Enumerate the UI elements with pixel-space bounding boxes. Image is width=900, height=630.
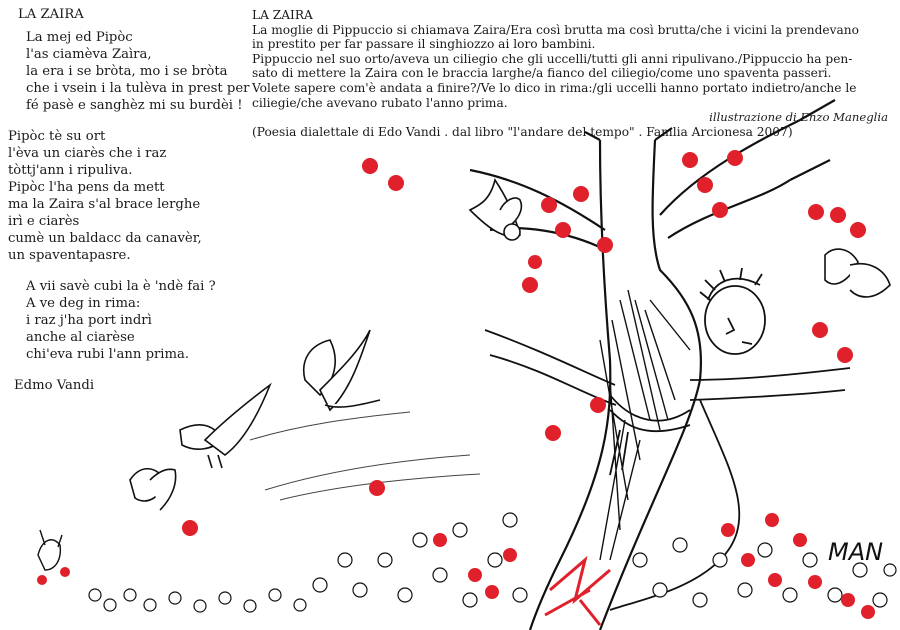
source-citation: (Poesia dialettale di Edo Vandi . dal libro "l'andare del tempo" . Famlia Arcionesa 2007) xyxy=(252,124,793,139)
poem-line: La mej ed Pipòc xyxy=(26,30,133,45)
poem-line: l'as ciamèva Zaìra, xyxy=(26,47,152,62)
poem-line: l'èva un ciarès che i raz xyxy=(8,146,167,161)
zaira-figure xyxy=(485,268,850,610)
poem-line: la era i se bròta, mo i se bròta xyxy=(26,64,228,79)
artist-signature: MAN xyxy=(828,538,884,566)
poem-line: i raz j'ha port indrì xyxy=(26,313,152,328)
poem-line: che i vsein i la tulèva in prest per xyxy=(26,81,250,96)
poem-line: cumè un baldacc da canavèr, xyxy=(8,231,202,246)
bird xyxy=(130,469,176,510)
prose-line: ciliegie/che avevano rubato l'anno prima. xyxy=(252,95,508,110)
poem-line: Pipòc tè su ort xyxy=(8,129,106,144)
prose-line: in prestito per far passare il singhiozzo ai loro bambini. xyxy=(252,37,596,52)
poem-title: LA ZAIRA xyxy=(18,7,84,22)
bird xyxy=(38,530,62,570)
poem-line: anche al ciarèse xyxy=(26,330,135,345)
prose-line: Volete sapere com'è andata a finire?/Ve lo dico in rima:/gli uccelli hanno portato indietro/anche le xyxy=(252,80,857,95)
prose-line: sato di mettere la Zaira con le braccia larghe/a fianco del ciliegio/come uno spaventa passeri. xyxy=(252,66,832,81)
bird xyxy=(180,385,270,468)
poem-line: A ve deg in rima: xyxy=(26,296,141,311)
bird xyxy=(304,330,380,410)
prose-title: LA ZAIRA xyxy=(252,8,313,22)
poem-line: Pipòc l'ha pens da mett xyxy=(8,180,165,195)
poem-line: chi'eva rubi l'ann prima. xyxy=(26,347,190,362)
poem-line: un spaventapasre. xyxy=(8,248,131,263)
poem-line: fé pasè e sanghèz mi su burdèi ! xyxy=(26,98,243,113)
prose-line: La moglie di Pippuccio si chiamava Zaira/Era così brutta ma così brutta/che i vicini la prendevano xyxy=(252,22,859,37)
poem-line: ma la Zaira s'al brace lerghe xyxy=(8,197,201,212)
bird xyxy=(825,249,890,297)
motion-lines xyxy=(250,412,480,500)
bird xyxy=(470,180,521,240)
poem-line: tòttj'ann i ripuliva. xyxy=(8,163,133,178)
poem-author: Edmo Vandi xyxy=(14,378,95,393)
poem-line: irì e ciarès xyxy=(8,214,80,229)
prose-line: Pippuccio nel suo orto/aveva un ciliegio che gli uccelli/tutti gli anni ripulivano./Pippuccio ha pen- xyxy=(252,51,853,66)
illustrator-credit: illustrazione di Enzo Maneglia xyxy=(709,110,888,125)
cherries xyxy=(37,150,866,585)
poem-line: A vii savè cubi la è 'ndè fai ? xyxy=(26,279,216,294)
